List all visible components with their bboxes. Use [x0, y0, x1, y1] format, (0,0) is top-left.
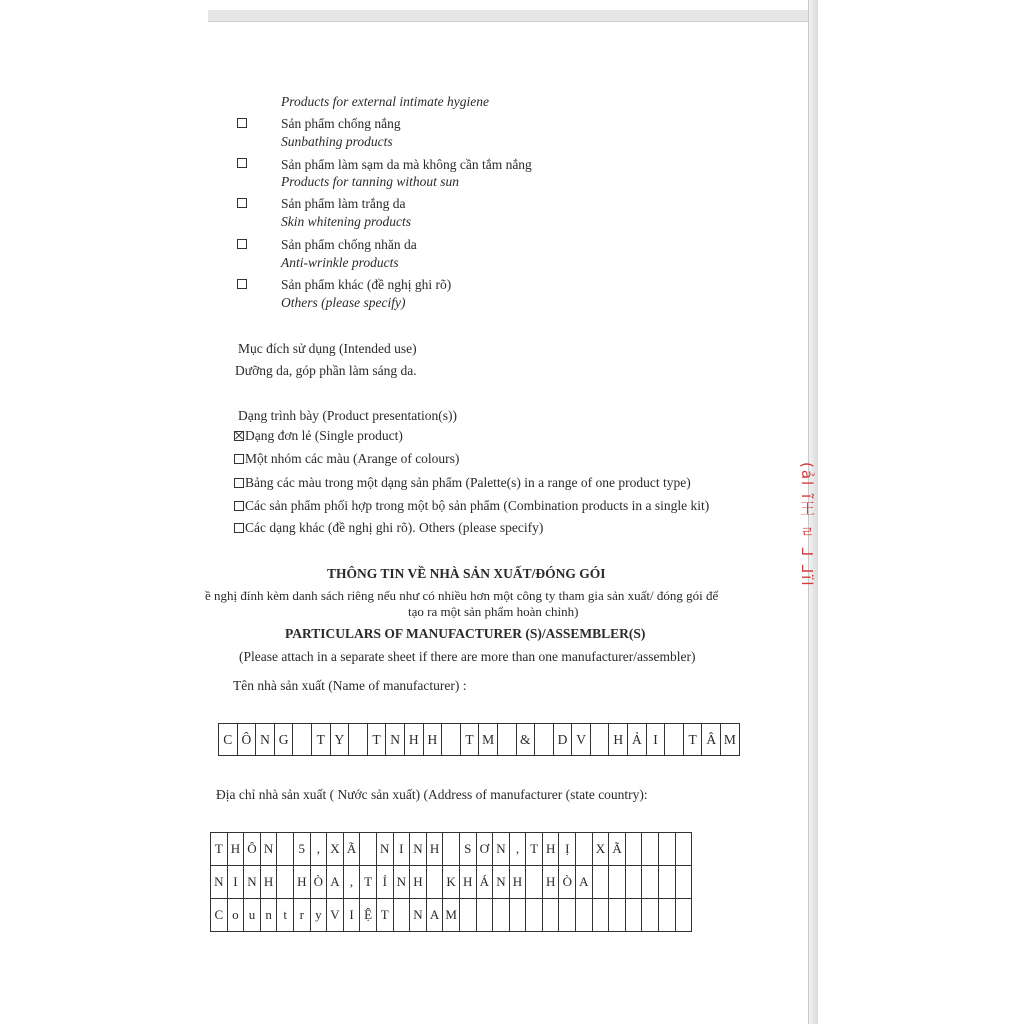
address-letter-cell[interactable] — [476, 899, 493, 932]
address-letter-cell[interactable] — [509, 899, 526, 932]
address-letter-cell[interactable] — [493, 899, 510, 932]
address-letter-cell[interactable]: H — [459, 866, 476, 899]
name-letter-cell[interactable] — [590, 724, 609, 756]
address-letter-cell[interactable]: Ò — [559, 866, 576, 899]
name-letter-cell[interactable]: N — [256, 724, 275, 756]
address-letter-cell[interactable]: V — [327, 899, 344, 932]
address-letter-cell[interactable]: , — [509, 833, 526, 866]
name-letter-cell[interactable]: Ả — [628, 724, 647, 756]
address-letter-cell[interactable]: u — [244, 899, 261, 932]
address-letter-cell[interactable]: Ã — [609, 833, 626, 866]
address-letter-cell[interactable]: A — [327, 866, 344, 899]
name-letter-cell[interactable]: Â — [702, 724, 721, 756]
name-letter-cell[interactable]: G — [274, 724, 293, 756]
address-letter-cell[interactable] — [277, 866, 294, 899]
address-letter-cell[interactable] — [675, 866, 692, 899]
address-letter-cell[interactable] — [609, 899, 626, 932]
manufacturer-note-vi-1: ề nghị đính kèm danh sách riêng nếu như có nhiều hơn một công ty tham gia sản xuất/ đóng gói để — [205, 588, 719, 603]
address-letter-cell[interactable]: N — [376, 833, 393, 866]
address-letter-cell[interactable] — [426, 866, 443, 899]
address-letter-cell[interactable]: N — [410, 833, 427, 866]
address-letter-cell[interactable] — [659, 866, 676, 899]
category-5-label: Sản phẩm khác (đề nghị ghi rõ) — [281, 277, 452, 292]
address-letter-cell[interactable]: H — [542, 866, 559, 899]
name-letter-cell[interactable]: M — [479, 724, 498, 756]
address-letter-cell[interactable] — [625, 833, 642, 866]
address-letter-cell[interactable]: N — [260, 833, 277, 866]
address-letter-cell[interactable]: S — [459, 833, 476, 866]
address-letter-cell[interactable]: Ò — [310, 866, 327, 899]
address-letter-cell[interactable] — [443, 833, 460, 866]
name-letter-cell[interactable]: T — [367, 724, 386, 756]
address-letter-cell[interactable]: N — [211, 866, 228, 899]
name-letter-cell[interactable]: I — [646, 724, 665, 756]
manufacturer-name-grid[interactable] — [218, 723, 740, 756]
address-letter-cell[interactable]: H — [426, 833, 443, 866]
name-letter-cell[interactable]: D — [553, 724, 572, 756]
address-letter-cell[interactable]: N — [493, 833, 510, 866]
checkbox-icon[interactable] — [234, 501, 244, 511]
address-letter-cell[interactable]: X — [592, 833, 609, 866]
manufacturer-note-en: (Please attach in a separate sheet if there are more than one manufacturer/assembler) — [239, 649, 696, 664]
address-letter-cell[interactable]: T — [211, 833, 228, 866]
address-letter-cell[interactable]: H — [293, 866, 310, 899]
category-5-checkbox[interactable] — [237, 279, 247, 289]
category-3-en: Skin whitening products — [281, 214, 411, 229]
name-letter-cell[interactable]: & — [516, 724, 535, 756]
address-letter-cell[interactable]: I — [227, 866, 244, 899]
checkbox-icon[interactable] — [234, 478, 244, 488]
address-letter-cell[interactable]: A — [426, 899, 443, 932]
name-letter-cell[interactable]: T — [311, 724, 330, 756]
presentation-label: Dạng trình bày (Product presentation(s)) — [238, 408, 457, 423]
address-letter-cell[interactable] — [675, 899, 692, 932]
address-letter-cell[interactable]: Ơ — [476, 833, 493, 866]
name-letter-cell[interactable]: T — [460, 724, 479, 756]
name-letter-cell[interactable] — [293, 724, 312, 756]
address-letter-cell[interactable]: t — [277, 899, 294, 932]
address-letter-cell[interactable]: I — [343, 899, 360, 932]
address-letter-cell[interactable]: Ị — [559, 833, 576, 866]
address-letter-cell[interactable]: T — [526, 833, 543, 866]
address-letter-cell[interactable]: , — [343, 866, 360, 899]
address-letter-cell[interactable] — [642, 899, 659, 932]
address-letter-cell[interactable]: y — [310, 899, 327, 932]
name-letter-cell[interactable] — [497, 724, 516, 756]
name-letter-cell[interactable]: H — [404, 724, 423, 756]
name-letter-cell[interactable]: Ô — [237, 724, 256, 756]
address-letter-cell[interactable] — [459, 899, 476, 932]
intended-use-value: Dưỡng da, góp phần làm sáng da. — [235, 363, 417, 378]
address-letter-cell[interactable] — [526, 866, 543, 899]
presentation-option-3[interactable]: Các sản phẩm phối hợp trong một bộ sản phẩm (Combination products in a single kit) — [234, 498, 709, 514]
scanner-top-edge — [208, 10, 808, 22]
address-cell-row — [211, 899, 692, 932]
address-cell-row — [211, 866, 692, 899]
address-letter-cell[interactable]: Ô — [244, 833, 261, 866]
name-letter-cell[interactable] — [349, 724, 368, 756]
address-letter-cell[interactable] — [542, 899, 559, 932]
address-letter-cell[interactable]: M — [443, 899, 460, 932]
name-letter-cell[interactable]: T — [683, 724, 702, 756]
address-letter-cell[interactable] — [559, 899, 576, 932]
name-letter-cell[interactable]: N — [386, 724, 405, 756]
address-letter-cell[interactable]: Ã — [343, 833, 360, 866]
address-letter-cell[interactable] — [609, 866, 626, 899]
address-letter-cell[interactable] — [592, 866, 609, 899]
address-letter-cell[interactable] — [526, 899, 543, 932]
name-letter-cell[interactable]: Y — [330, 724, 349, 756]
address-letter-cell[interactable]: H — [227, 833, 244, 866]
category-4-label: Sản phẩm chống nhăn da — [281, 237, 417, 252]
name-letter-cell[interactable] — [535, 724, 554, 756]
address-letter-cell[interactable]: Á — [476, 866, 493, 899]
name-letter-cell[interactable]: H — [423, 724, 442, 756]
address-letter-cell[interactable] — [625, 866, 642, 899]
address-letter-cell[interactable]: K — [443, 866, 460, 899]
margin-stamp-note: (ảl ĩ王 ㄹ ⅃ ⅃ïl — [798, 462, 816, 588]
address-letter-cell[interactable]: H — [542, 833, 559, 866]
category-1-label: Sản phẩm chống nắng — [281, 116, 401, 131]
address-cell-row — [211, 833, 692, 866]
name-cell-row — [219, 724, 740, 756]
name-letter-cell[interactable]: H — [609, 724, 628, 756]
address-letter-cell[interactable]: N — [244, 866, 261, 899]
manufacturer-address-label: Địa chỉ nhà sản xuất ( Nước sản xuất) (Address of manufacturer (state country): — [216, 787, 648, 802]
category-2-checkbox[interactable] — [237, 158, 247, 168]
category-5-en: Others (please specify) — [281, 295, 406, 310]
category-2-en: Products for tanning without sun — [281, 174, 460, 189]
address-letter-cell[interactable] — [576, 899, 593, 932]
category-4-checkbox[interactable] — [237, 239, 247, 249]
address-letter-cell[interactable]: , — [310, 833, 327, 866]
address-letter-cell[interactable]: A — [576, 866, 593, 899]
address-letter-cell[interactable]: 5 — [293, 833, 310, 866]
category-3-checkbox[interactable] — [237, 198, 247, 208]
name-letter-cell[interactable]: M — [721, 724, 740, 756]
address-letter-cell[interactable] — [675, 833, 692, 866]
address-letter-cell[interactable] — [642, 833, 659, 866]
address-letter-cell[interactable] — [393, 899, 410, 932]
address-letter-cell[interactable]: N — [493, 866, 510, 899]
address-letter-cell[interactable]: Ệ — [360, 899, 377, 932]
address-letter-cell[interactable]: X — [327, 833, 344, 866]
address-letter-cell[interactable]: H — [260, 866, 277, 899]
address-letter-cell[interactable] — [625, 899, 642, 932]
address-letter-cell[interactable]: N — [393, 866, 410, 899]
presentation-option-2[interactable]: Bảng các màu trong một dạng sản phẩm (Palette(s) in a range of one product type) — [234, 475, 691, 491]
address-letter-cell[interactable] — [659, 899, 676, 932]
manufacturer-address-grid[interactable] — [210, 832, 692, 932]
address-letter-cell[interactable] — [642, 866, 659, 899]
intended-use-label: Mục đích sử dụng (Intended use) — [238, 341, 417, 356]
address-letter-cell[interactable]: H — [410, 866, 427, 899]
checked-box-icon[interactable] — [234, 431, 244, 441]
name-letter-cell[interactable] — [442, 724, 461, 756]
address-letter-cell[interactable]: o — [227, 899, 244, 932]
manufacturer-name-label: Tên nhà sản xuất (Name of manufacturer) : — [233, 678, 467, 693]
manufacturer-heading-en: PARTICULARS OF MANUFACTURER (S)/ASSEMBLER(S) — [285, 626, 646, 641]
address-letter-cell[interactable]: Ỉ — [376, 866, 393, 899]
manufacturer-note-vi-2: tạo ra một sản phẩm hoàn chỉnh) — [408, 604, 579, 619]
address-letter-cell[interactable] — [360, 833, 377, 866]
presentation-option-4[interactable]: Các dạng khác (đề nghị ghi rõ). Others (please specify) — [234, 520, 543, 536]
address-letter-cell[interactable]: C — [211, 899, 228, 932]
category-3-label: Sản phẩm làm trắng da — [281, 196, 406, 211]
name-letter-cell[interactable]: V — [572, 724, 591, 756]
manufacturer-heading-vi: THÔNG TIN VỀ NHÀ SẢN XUẤT/ĐÓNG GÓI — [327, 566, 606, 581]
address-letter-cell[interactable]: T — [360, 866, 377, 899]
name-letter-cell[interactable] — [665, 724, 684, 756]
address-letter-cell[interactable] — [277, 833, 294, 866]
name-letter-cell[interactable]: C — [219, 724, 238, 756]
checkbox-icon[interactable] — [234, 454, 244, 464]
address-letter-cell[interactable] — [659, 833, 676, 866]
address-letter-cell[interactable]: H — [509, 866, 526, 899]
address-letter-cell[interactable] — [576, 833, 593, 866]
category-0-en: Products for external intimate hygiene — [281, 94, 489, 109]
address-letter-cell[interactable]: T — [376, 899, 393, 932]
address-letter-cell[interactable]: r — [293, 899, 310, 932]
address-letter-cell[interactable]: N — [410, 899, 427, 932]
presentation-option-1[interactable]: Một nhóm các màu (Arange of colours) — [234, 451, 459, 467]
address-letter-cell[interactable] — [592, 899, 609, 932]
category-2-label: Sản phẩm làm sạm da mà không cần tắm nắng — [281, 157, 532, 172]
address-letter-cell[interactable]: I — [393, 833, 410, 866]
presentation-option-0[interactable]: Dạng đơn lẻ (Single product) — [234, 428, 403, 444]
category-4-en: Anti-wrinkle products — [281, 255, 399, 270]
category-1-en: Sunbathing products — [281, 134, 393, 149]
category-1-checkbox[interactable] — [237, 118, 247, 128]
checkbox-icon[interactable] — [234, 523, 244, 533]
address-letter-cell[interactable]: n — [260, 899, 277, 932]
